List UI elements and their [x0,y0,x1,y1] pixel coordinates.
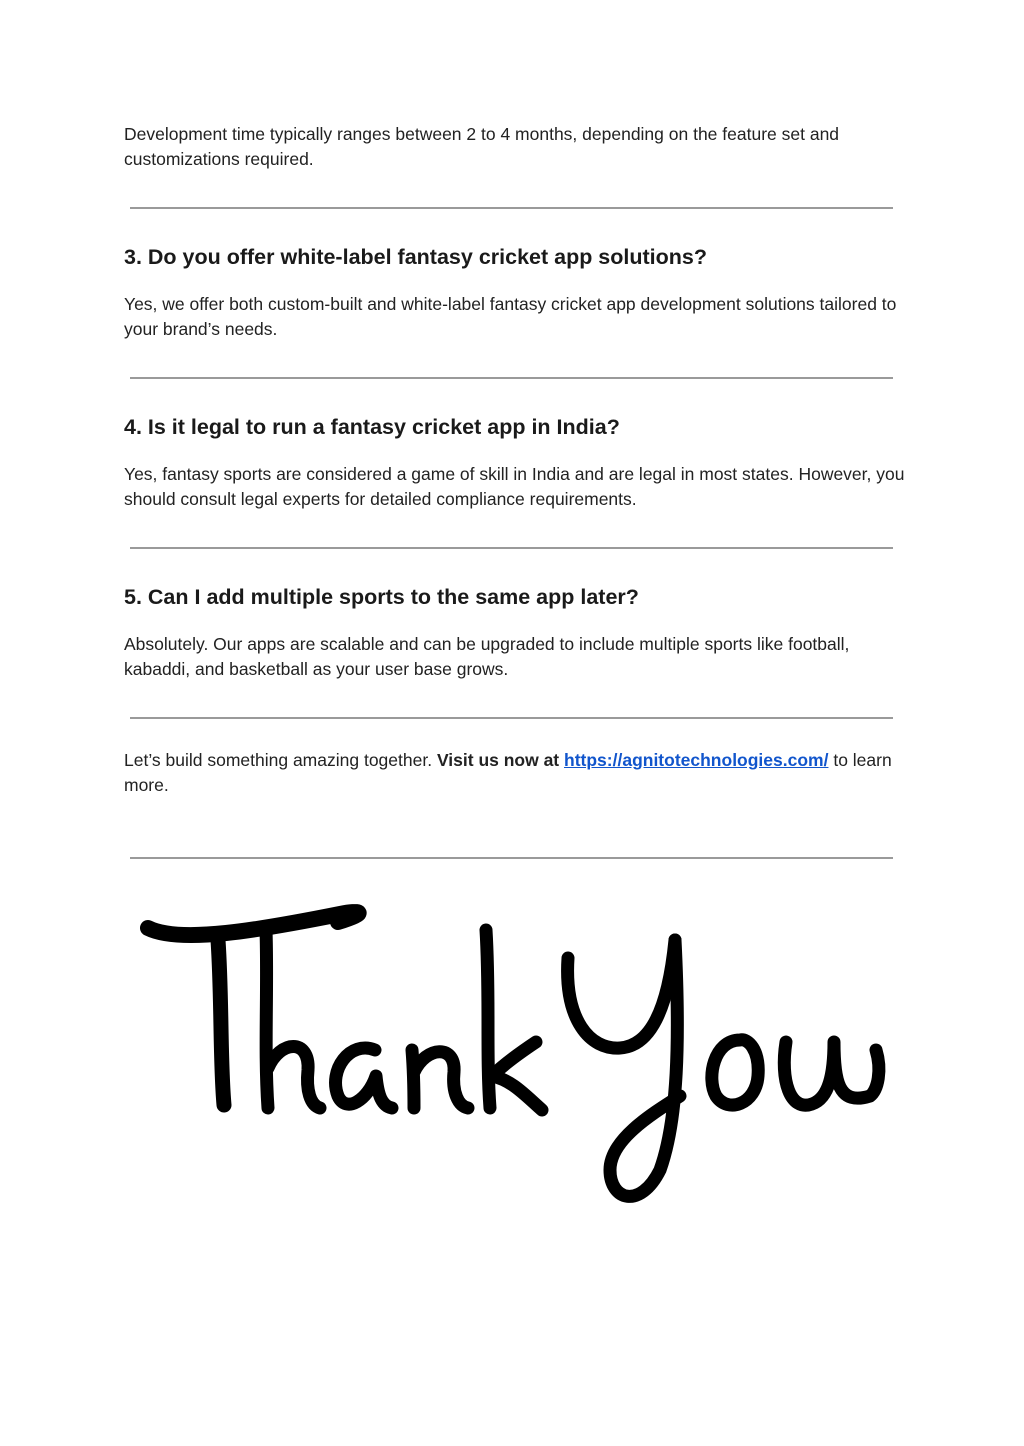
divider [130,717,893,719]
faq-answer-5: Absolutely. Our apps are scalable and can be upgraded to include multiple sports like football, kabaddi, and basketball as your user base grows. [124,634,850,679]
divider [130,377,893,379]
cta-paragraph [124,748,914,798]
faq-question-4: 4. Is it legal to run a fantasy cricket app in India? [124,415,620,439]
divider [130,547,893,549]
divider [130,207,893,209]
faq-question-5: 5. Can I add multiple sports to the same app later? [124,585,639,609]
faq-answer-3: Yes, we offer both custom-built and white-label fantasy cricket app development solutions tailored to your brand’s needs. [124,294,897,339]
thank-you-signature [140,900,890,1210]
cta-bold-text: Visit us now at [436,750,565,770]
intro-paragraph: Development time typically ranges between 2 to 4 months, depending on the feature set and customizations required. [124,124,840,169]
website-link[interactable]: https://agnitotechnologies.com/ [564,750,829,770]
faq-question-3: 3. Do you offer white-label fantasy cricket app solutions? [124,245,707,269]
faq-answer-4: Yes, fantasy sports are considered a game of skill in India and are legal in most states. However, you should consult legal experts for detailed compliance requirements. [124,464,905,509]
divider [130,857,893,859]
cta-tail-text: to learn more. [124,750,892,795]
cta-lead-text: Let’s build something amazing together. [124,750,437,770]
